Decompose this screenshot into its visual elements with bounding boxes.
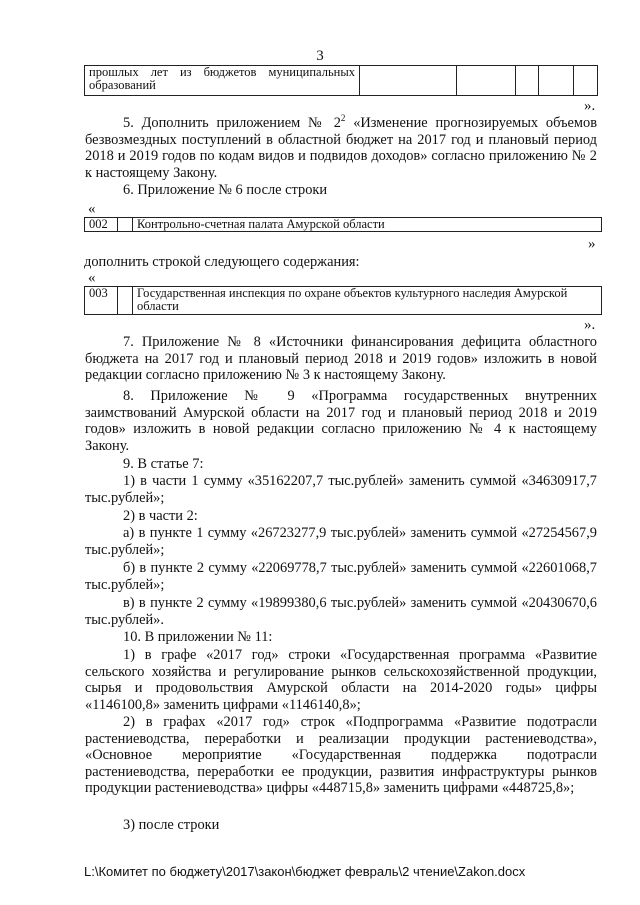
- table-cell-empty: [118, 218, 133, 232]
- table-cell-text: прошлых лет из бюджетов муниципальных образований: [85, 66, 360, 96]
- opening-quote: «: [88, 201, 96, 217]
- table-cell-empty: [516, 66, 539, 96]
- table-code-cell: 003: [85, 287, 118, 315]
- item-5-text-start: 5. Дополнить приложением № 2: [123, 115, 341, 131]
- table-row-003: [84, 286, 602, 315]
- table-cell-empty: [360, 66, 457, 96]
- table-cell-empty: [574, 66, 598, 96]
- item-7-paragraph: 7. Приложение № 8 «Источники финансирования дефицита областного бюджета на 2017 год и плановый период 2018 и 2019 годов» изложить в новой редакции согласно приложению № 3 к настоящему Закону.: [85, 334, 597, 383]
- item-9-paragraph: 9. В статье 7:: [123, 456, 204, 472]
- item-6-paragraph: 6. Приложение № 6 после строки: [123, 182, 328, 198]
- item-9-2b-paragraph: б) в пункте 2 сумму «22069778,7 тыс.рублей» заменить суммой «22601068,7 тыс.рублей»;: [85, 560, 597, 593]
- closing-quote: »: [588, 236, 596, 252]
- table-code-cell: 002: [85, 218, 118, 232]
- table-cell-empty: [539, 66, 574, 96]
- page-number: 3: [316, 48, 324, 64]
- closing-quote: ».: [584, 317, 596, 333]
- table-cell-empty: [118, 287, 133, 315]
- item-5-superscript: 2: [340, 113, 346, 124]
- closing-quote: ».: [584, 98, 596, 114]
- item-9-1-paragraph: 1) в части 1 сумму «35162207,7 тыс.рублей» заменить суммой «34630917,7 тыс.рублей»;: [85, 473, 597, 506]
- item-9-2-paragraph: 2) в части 2:: [123, 508, 198, 524]
- file-path-footer: L:\Комитет по бюджету\2017\закон\бюджет февраль\2 чтение\Zakon.docx: [84, 864, 526, 879]
- table-name-cell: Государственная инспекция по охране объектов культурного наследия Амурской области: [133, 287, 602, 315]
- table-row-002: [84, 217, 602, 232]
- budget-table-fragment: [84, 65, 598, 96]
- item-10-2-paragraph: 2) в графах «2017 год» строк «Подпрограмма «Развитие подотрасли растениеводства, переработки и реализации продукции растениеводства», «Основное мероприятие «Государственная поддержка подотрасли растениеводства, переработки ее продукции, развития инфраструктуры рынков продукции растениеводства» цифры «448715,8» заменить цифрами «448725,8»;: [85, 714, 597, 796]
- item-5-paragraph: [85, 115, 597, 181]
- opening-quote: «: [88, 270, 96, 286]
- item-9-2c-paragraph: в) в пункте 2 сумму «19899380,6 тыс.рублей» заменить суммой «20430670,6 тыс.рублей».: [85, 595, 597, 628]
- item-5-text-end: «Изменение прогнозируемых объемов безвозмездных поступлений в областной бюджет на 2017 год и плановый период 2018 и 2019 годов по кодам видов и подвидов доходов» согласно приложению № 2 к настоящему Закону.: [85, 115, 597, 181]
- item-10-3-paragraph: 3) после строки: [123, 817, 220, 833]
- table-cell-empty: [457, 66, 516, 96]
- item-9-2a-paragraph: а) в пункте 1 сумму «26723277,9 тыс.рублей» заменить суммой «27254567,9 тыс.рублей»;: [85, 525, 597, 558]
- item-8-paragraph: 8. Приложение № 9 «Программа государственных внутренних заимствований Амурской области на 2017 год и плановый период 2018 и 2019 годов» изложить в новой редакции согласно приложению № 4 к настоящему Закону.: [85, 388, 597, 454]
- item-10-paragraph: 10. В приложении № 11:: [123, 629, 273, 645]
- item-10-1-paragraph: 1) в графе «2017 год» строки «Государственная программа «Развитие сельского хозяйства и регулирование рынков сельскохозяйственной продукции, сырья и продовольствия Амурской области на 2014-2020 годы» цифры «1146100,8» заменить цифрами «1146140,8»;: [85, 647, 597, 713]
- supplement-line: дополнить строкой следующего содержания:: [84, 254, 360, 270]
- table-name-cell: Контрольно-счетная палата Амурской области: [133, 218, 602, 232]
